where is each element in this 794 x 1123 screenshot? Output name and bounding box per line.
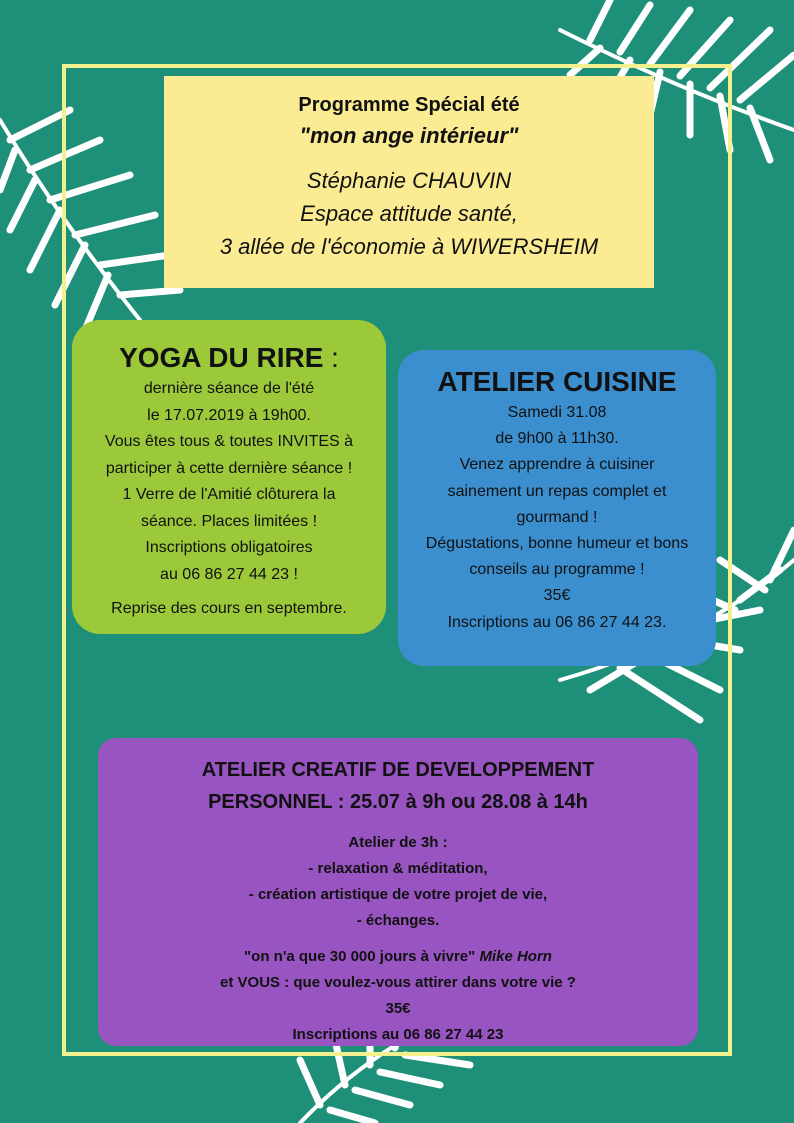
cuisine-line: de 9h00 à 11h30.: [495, 430, 619, 448]
creatif-title-line1: ATELIER CREATIF DE DEVELOPPEMENT: [201, 759, 595, 781]
venue-name: Espace attitude santé,: [300, 201, 518, 226]
program-title: Programme Spécial été: [298, 94, 520, 116]
yoga-line: Vous êtes tous & toutes INVITES à: [104, 433, 354, 450]
cuisine-line: sainement un repas complet et: [447, 482, 667, 500]
yoga-line: le 17.07.2019 à 19h00.: [147, 406, 311, 424]
creatif-price: 35€: [385, 1000, 411, 1017]
yoga-box: [72, 320, 386, 634]
cuisine-contact: Inscriptions au 06 86 27 44 23.: [447, 613, 667, 631]
host-name: Stéphanie CHAUVIN: [306, 168, 512, 193]
creatif-contact: Inscriptions au 06 86 27 44 23: [292, 1026, 504, 1043]
creatif-quote: "on n'a que 30 000 jours à vivre" Mike Horn: [244, 948, 552, 965]
creatif-title-line2: PERSONNEL : 25.07 à 9h ou 28.08 à 14h: [208, 791, 588, 813]
yoga-line: dernière séance de l'été: [143, 380, 315, 397]
yoga-line: au 06 86 27 44 23 !: [160, 565, 298, 583]
venue-address: 3 allée de l'économie à WIWERSHEIM: [219, 234, 599, 259]
creatif-detail: Atelier de 3h :: [348, 834, 448, 851]
yoga-footer: Reprise des cours en septembre.: [111, 600, 347, 617]
cuisine-line: Samedi 31.08: [507, 404, 607, 421]
yoga-line: participer à cette dernière séance !: [105, 459, 353, 477]
yoga-line: séance. Places limitées !: [140, 512, 318, 530]
creatif-detail: - relaxation & méditation,: [308, 860, 488, 877]
cuisine-line: Venez apprendre à cuisiner: [459, 456, 655, 474]
cuisine-line: gourmand !: [516, 508, 598, 526]
quote-author: Mike Horn: [479, 948, 552, 965]
header-box: [164, 76, 654, 288]
yoga-title: YOGA DU RIRE :: [119, 342, 339, 373]
cuisine-line: conseils au programme !: [469, 561, 645, 579]
yoga-line: 1 Verre de l'Amitié clôturera la: [122, 486, 336, 503]
cuisine-title: ATELIER CUISINE: [437, 366, 677, 397]
cuisine-line: Dégustations, bonne humeur et bons: [425, 535, 689, 553]
creatif-detail: - échanges.: [356, 912, 440, 929]
creatif-question: et VOUS : que voulez-vous attirer dans votre vie ?: [220, 974, 576, 991]
cuisine-box: [398, 350, 716, 666]
cuisine-price: 35€: [543, 587, 571, 605]
creatif-detail: - création artistique de votre projet de vie,: [248, 886, 548, 903]
creatif-box: [98, 738, 698, 1046]
program-subtitle: "mon ange intérieur": [299, 123, 519, 148]
yoga-line: Inscriptions obligatoires: [145, 539, 313, 556]
